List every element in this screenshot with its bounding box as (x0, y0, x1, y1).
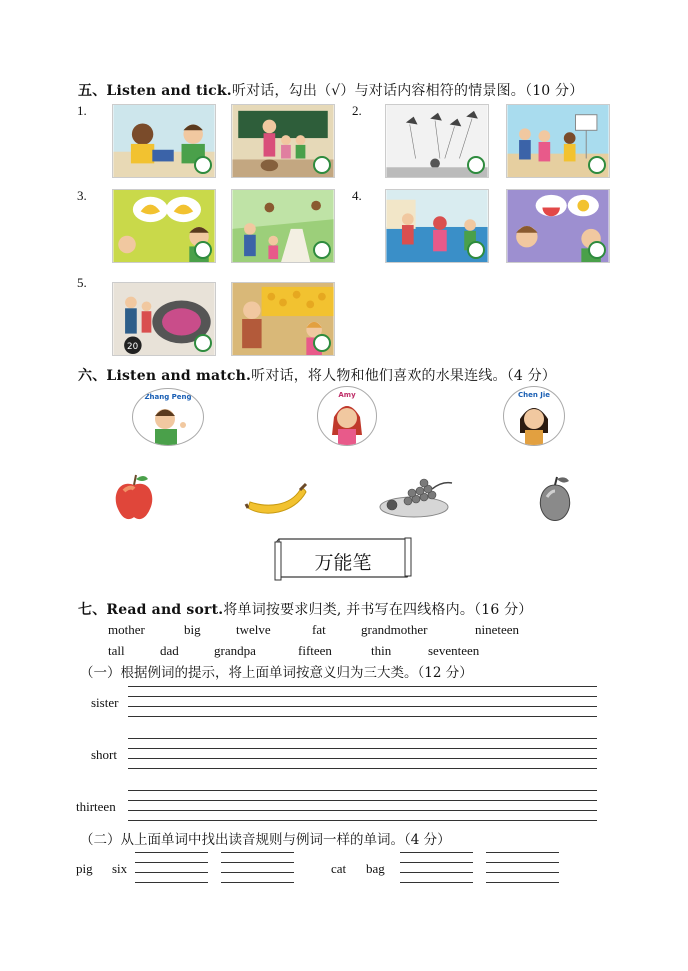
tick-circle-1a[interactable] (194, 156, 212, 174)
example-word-sister: sister (91, 695, 119, 710)
tick-circle-2b[interactable] (588, 156, 606, 174)
writing-lines-sister[interactable] (128, 686, 597, 716)
example-word-bag: bag (366, 861, 385, 876)
picture-3b (231, 189, 335, 263)
picture-3a (112, 189, 216, 263)
example-word-cat: cat (331, 861, 347, 876)
banner-scroll (273, 536, 413, 582)
word-bank-item: dad (160, 643, 179, 658)
banana-icon[interactable] (244, 478, 310, 518)
picture-5a (112, 282, 216, 356)
tick-circle-5a[interactable] (194, 334, 212, 352)
example-word-thirteen: thirteen (76, 799, 116, 814)
picture-2a (385, 104, 489, 178)
word-bank-item: grandmother (361, 622, 428, 637)
writing-lines-cat-bag-1[interactable] (400, 852, 473, 882)
grapes-icon[interactable] (378, 477, 456, 519)
word-bank-item: big (184, 622, 201, 637)
writing-lines-pig-six-1[interactable] (135, 852, 208, 882)
item-number-5: 5. (77, 275, 87, 290)
example-word-pig: pig (76, 861, 93, 876)
word-bank-item: fifteen (298, 643, 332, 658)
avatar-name: Chen Jie (517, 391, 551, 399)
section6-heading-bold: 六、Listen and match. (78, 368, 252, 384)
picture-4b (506, 189, 610, 263)
tick-circle-4a[interactable] (467, 241, 485, 259)
svg-text:20: 20 (127, 342, 139, 353)
tick-circle-1b[interactable] (313, 156, 331, 174)
apple-icon[interactable] (110, 473, 158, 523)
avatar-name: Zhang Peng (144, 393, 192, 401)
pear-icon[interactable] (533, 475, 577, 523)
avatar-chen-jie[interactable] (503, 386, 565, 446)
word-bank-item: grandpa (214, 643, 256, 658)
writing-lines-pig-six-2[interactable] (221, 852, 294, 882)
part2-instruction: （二）从上面单词中找出读音规则与例词一样的单词。（4 分） (80, 832, 451, 848)
word-bank-item: seventeen (428, 643, 480, 658)
example-word-six: six (112, 861, 128, 876)
picture-5b (231, 282, 335, 356)
tick-circle-3b[interactable] (313, 241, 331, 259)
item-number-1: 1. (77, 103, 87, 118)
writing-lines-cat-bag-2[interactable] (486, 852, 559, 882)
section5-heading-bold: 五、Listen and tick. (78, 83, 232, 99)
section7-heading-bold: 七、Read and sort. (78, 602, 224, 618)
avatar-name: Amy (338, 391, 356, 399)
item-number-4: 4. (352, 188, 362, 203)
tick-circle-2a[interactable] (467, 156, 485, 174)
avatar-zhang-peng[interactable] (132, 388, 204, 446)
section5-heading-rest: 听对话，勾出（√）与对话内容相符的情景图。（10 分） (231, 83, 584, 99)
picture-4a (385, 189, 489, 263)
section7-heading (78, 599, 533, 619)
word-bank-item: thin (371, 643, 392, 658)
picture-2b (506, 104, 610, 178)
section6-heading (78, 365, 556, 385)
word-bank-item: twelve (236, 622, 271, 637)
banner-text: 万能笔 (314, 552, 372, 574)
tick-circle-4b[interactable] (588, 241, 606, 259)
tick-circle-3a[interactable] (194, 241, 212, 259)
writing-lines-thirteen[interactable] (128, 790, 597, 820)
picture-1b (231, 104, 335, 178)
tick-circle-5b[interactable] (313, 334, 331, 352)
item-number-3: 3. (77, 188, 87, 203)
picture-1a (112, 104, 216, 178)
avatar-amy[interactable] (317, 386, 377, 446)
item-number-2: 2. (352, 103, 362, 118)
section6-heading-rest: 听对话，将人物和他们喜欢的水果连线。（4 分） (251, 368, 557, 384)
part1-instruction: （一）根据例词的提示，将上面单词按意义归为三大类。（12 分） (80, 665, 473, 681)
example-word-short: short (91, 747, 117, 762)
section5-heading (78, 80, 583, 100)
word-bank-item: mother (108, 622, 145, 637)
writing-lines-short[interactable] (128, 738, 597, 768)
section7-heading-rest: 将单词按要求归类, 并书写在四线格内。（16 分） (223, 602, 533, 618)
word-bank-item: nineteen (475, 622, 520, 637)
word-bank-item: fat (312, 622, 326, 637)
word-bank-item: tall (108, 643, 125, 658)
